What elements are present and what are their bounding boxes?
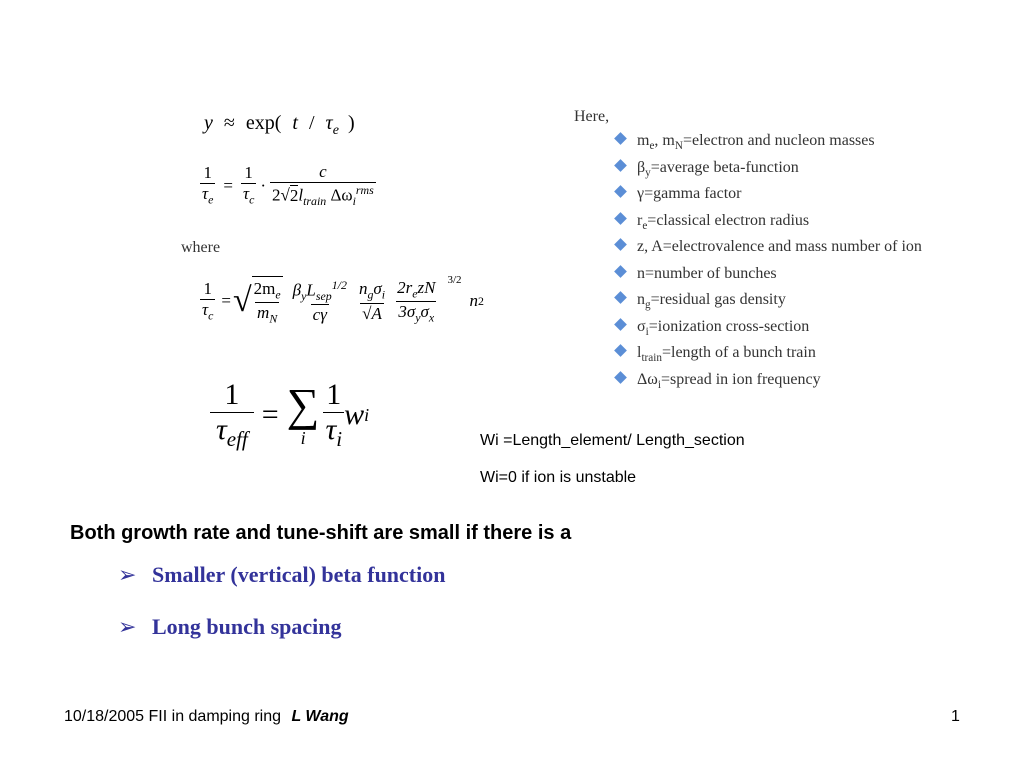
here-heading: Here,: [574, 108, 610, 125]
equation-growth-rate: $\frac{1}{\tau_e}$ = $\frac{1}{\tau_c}$ · $\frac{c}{2√2l_{train} \Delta\omega_i^{rms}}$: [202, 162, 374, 209]
weight-unstable-note: Wi=0 if ion is unstable: [480, 469, 637, 486]
diamond-bullet-icon: [614, 159, 627, 172]
definition-item: [574, 238, 994, 265]
point-text: Long bunch spacing: [152, 614, 342, 639]
point-text: Smaller (vertical) beta function: [152, 562, 446, 587]
definition-text: n=number of bunches: [637, 264, 777, 282]
diamond-bullet-icon: [614, 132, 627, 145]
arrow-bullet-icon: ➢: [118, 614, 137, 639]
definition-item: [574, 344, 994, 371]
definition-list: [574, 132, 994, 397]
definition-item: [574, 132, 994, 159]
footer-date-title: 10/18/2005 FII in damping ring: [64, 708, 282, 725]
point-bunch-spacing: [118, 614, 342, 640]
diamond-bullet-icon: [614, 238, 627, 251]
equation-effective-rate: $\frac{1}{\tau_{eff}}$ = ∑ i $\frac{1}{\tau_i}$ w i: [210, 378, 369, 452]
diamond-bullet-icon: [614, 291, 627, 304]
definition-item: [574, 265, 994, 292]
point-beta-function: [118, 562, 445, 588]
definition-item: [574, 291, 994, 318]
diamond-bullet-icon: [614, 371, 627, 384]
equation-exponential-growth: y ≈ exp( t / $\tau_e$ ): [204, 112, 355, 138]
definition-item: [574, 212, 994, 239]
weight-notes: [480, 432, 745, 506]
diamond-bullet-icon: [614, 212, 627, 225]
definition-text: $\Delta\omega_i=spread$ in ion frequency: [637, 370, 821, 391]
definition-text: $l_{train}=length$ of a bunch train: [637, 344, 816, 365]
definition-item: [574, 371, 994, 398]
footer: [64, 708, 349, 726]
diamond-bullet-icon: [614, 265, 627, 278]
diamond-bullet-icon: [614, 318, 627, 331]
conclusion-statement: Both growth rate and tune-shift are small if there is a: [70, 522, 572, 544]
diamond-bullet-icon: [614, 344, 627, 357]
definition-text: $\beta_y=average$ beta-function: [637, 158, 799, 179]
definition-item: [574, 318, 994, 345]
variable-definitions: [574, 108, 994, 397]
arrow-bullet-icon: ➢: [118, 562, 137, 587]
weight-definition: Wi =Length_element/ Length_section: [480, 432, 745, 449]
definition-text: $n_g=residual$ gas density: [637, 291, 786, 312]
definition-text: $r_e=classical$ electron radius: [637, 211, 810, 232]
definition-text: z, A=electrovalence and mass number of ion: [637, 238, 922, 255]
footer-author: L Wang: [291, 708, 349, 725]
definition-item: [574, 159, 994, 186]
diamond-bullet-icon: [614, 185, 627, 198]
definition-item: [574, 185, 994, 212]
page-number: 1: [951, 708, 960, 725]
where-label: where: [181, 239, 221, 256]
equation-coherent-rate: $\frac{1}{\tau_c}$ = √ $\frac{2m_e}{m_N}$ $\frac{\beta_yL_{sep}^{1/2}}{c\gamma}$ $\frac{n_g\sigma_i}{√A}$ $\frac{2r_ezN}{3\sigma_y\sigma_x}$ 3/2 n 2: [202, 274, 484, 326]
definition-text: $\sigma_i=ionization$ cross-section: [637, 317, 810, 338]
definition-text: $m_e$, $m_N=electron$ and nucleon masses: [637, 132, 875, 153]
definition-text: γ=gamma factor: [637, 185, 742, 202]
